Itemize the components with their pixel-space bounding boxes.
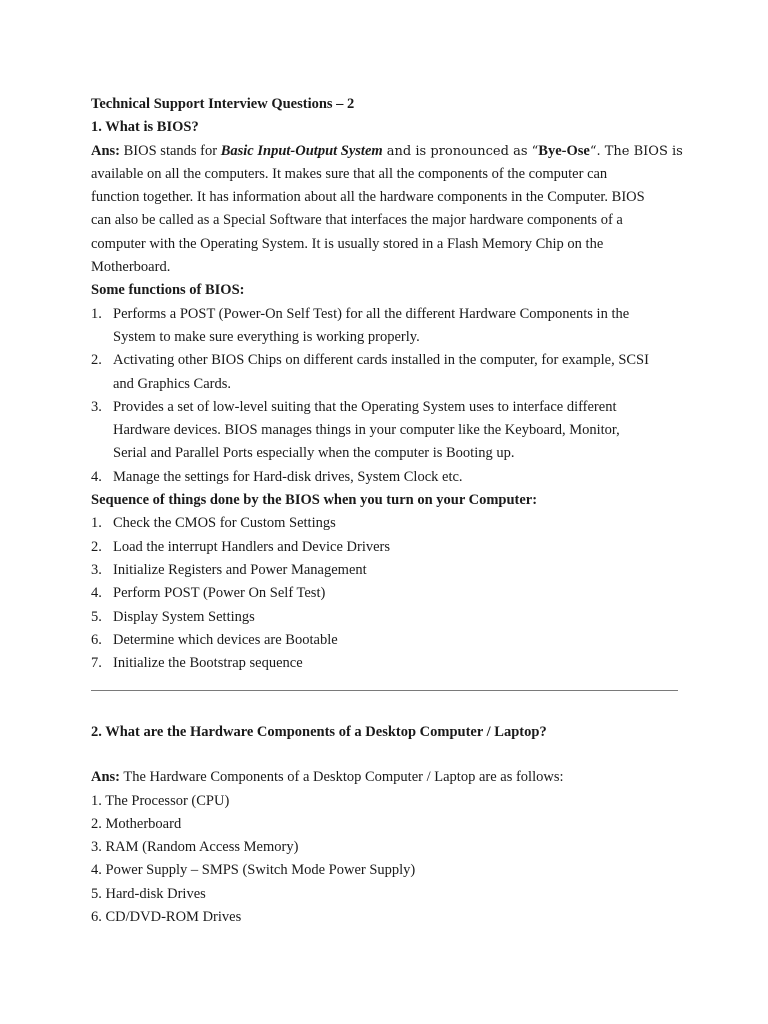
list-number: 2.	[91, 352, 102, 369]
list-item	[91, 396, 681, 466]
list-item	[91, 606, 681, 629]
answer-label: Ans:	[91, 142, 121, 159]
answer-1-line: available on all the computers. It makes sure that all the components of the computer can	[91, 165, 608, 182]
component-item: 6. CD/DVD-ROM Drives	[91, 909, 242, 926]
answer-label: Ans:	[91, 769, 121, 786]
functions-heading: Some functions of BIOS:	[91, 282, 245, 299]
list-number: 2.	[91, 538, 102, 555]
document-title: Technical Support Interview Questions – 2	[91, 96, 355, 112]
answer-1-line: Motherboard.	[91, 259, 171, 276]
list-text: Initialize Registers and Power Management	[113, 561, 367, 578]
list-text: Performs a POST (Power-On Self Test) for all the different Hardware Components in the	[113, 305, 630, 322]
list-text: Check the CMOS for Custom Settings	[113, 515, 336, 532]
list-item	[91, 652, 681, 675]
list-item	[91, 303, 681, 350]
pronunciation: Bye-Ose	[538, 142, 590, 159]
answer-2-intro	[91, 766, 681, 789]
list-item	[91, 629, 681, 652]
answer-1-first-line	[91, 140, 681, 163]
list-number: 5.	[91, 608, 102, 625]
list-text: Provides a set of low-level suiting that the Operating System uses to interface different	[113, 398, 617, 415]
list-number: 6.	[91, 631, 102, 648]
list-number: 1.	[91, 515, 102, 532]
list-number: 4.	[91, 585, 102, 602]
list-item	[91, 582, 681, 605]
list-text: and Graphics Cards.	[113, 375, 231, 392]
component-item: 4. Power Supply – SMPS (Switch Mode Power Supply)	[91, 862, 416, 879]
list-item	[91, 512, 681, 535]
sequence-heading: Sequence of things done by the BIOS when you turn on your Computer:	[91, 492, 538, 509]
list-text: Initialize the Bootstrap sequence	[113, 655, 303, 672]
pronunciation-pre: and is pronounced as “	[382, 143, 539, 159]
component-item: 3. RAM (Random Access Memory)	[91, 839, 299, 856]
document-page	[91, 93, 681, 675]
answer-text: The Hardware Components of a Desktop Computer / Laptop are as follows:	[120, 769, 564, 786]
component-item: 5. Hard-disk Drives	[91, 885, 206, 902]
list-number: 3.	[91, 561, 102, 578]
list-text: Determine which devices are Bootable	[113, 631, 338, 648]
list-text: Load the interrupt Handlers and Device Drivers	[113, 538, 391, 555]
list-item	[91, 536, 681, 559]
list-number: 1.	[91, 305, 102, 322]
list-item	[91, 559, 681, 582]
list-text: Perform POST (Power On Self Test)	[113, 585, 326, 602]
question-1-heading: 1. What is BIOS?	[91, 119, 199, 136]
answer-1-line: function together. It has information about all the hardware components in the Computer. BIOS	[91, 189, 645, 206]
component-item: 2. Motherboard	[91, 815, 182, 832]
list-number: 7.	[91, 655, 102, 672]
pronunciation-post: “. The BIOS is	[589, 143, 683, 159]
list-text: Manage the settings for Hard-disk drives, System Clock etc.	[113, 468, 463, 485]
list-text: Hardware devices. BIOS manages things in your computer like the Keyboard, Monitor,	[113, 422, 620, 439]
list-text: Display System Settings	[113, 608, 255, 625]
answer-1-line: can also be called as a Special Software that interfaces the major hardware components of a	[91, 212, 623, 229]
answer-text: BIOS stands for	[120, 142, 221, 159]
list-item	[91, 466, 681, 489]
component-item: 1. The Processor (CPU)	[91, 792, 230, 809]
question-2-heading: 2. What are the Hardware Components of a Desktop Computer / Laptop?	[91, 724, 547, 740]
list-text: System to make sure everything is working properly.	[113, 328, 420, 345]
question-2-section	[91, 721, 681, 929]
list-number: 3.	[91, 398, 102, 415]
answer-1-line: computer with the Operating System. It is usually stored in a Flash Memory Chip on the	[91, 235, 604, 252]
section-divider	[91, 690, 678, 691]
list-item	[91, 349, 681, 396]
list-text: Activating other BIOS Chips on different cards installed in the computer, for example, SCSI	[113, 352, 649, 369]
list-text: Serial and Parallel Ports especially when the computer is Booting up.	[113, 445, 515, 462]
list-number: 4.	[91, 468, 102, 485]
bios-term: Basic Input-Output System	[220, 142, 383, 159]
